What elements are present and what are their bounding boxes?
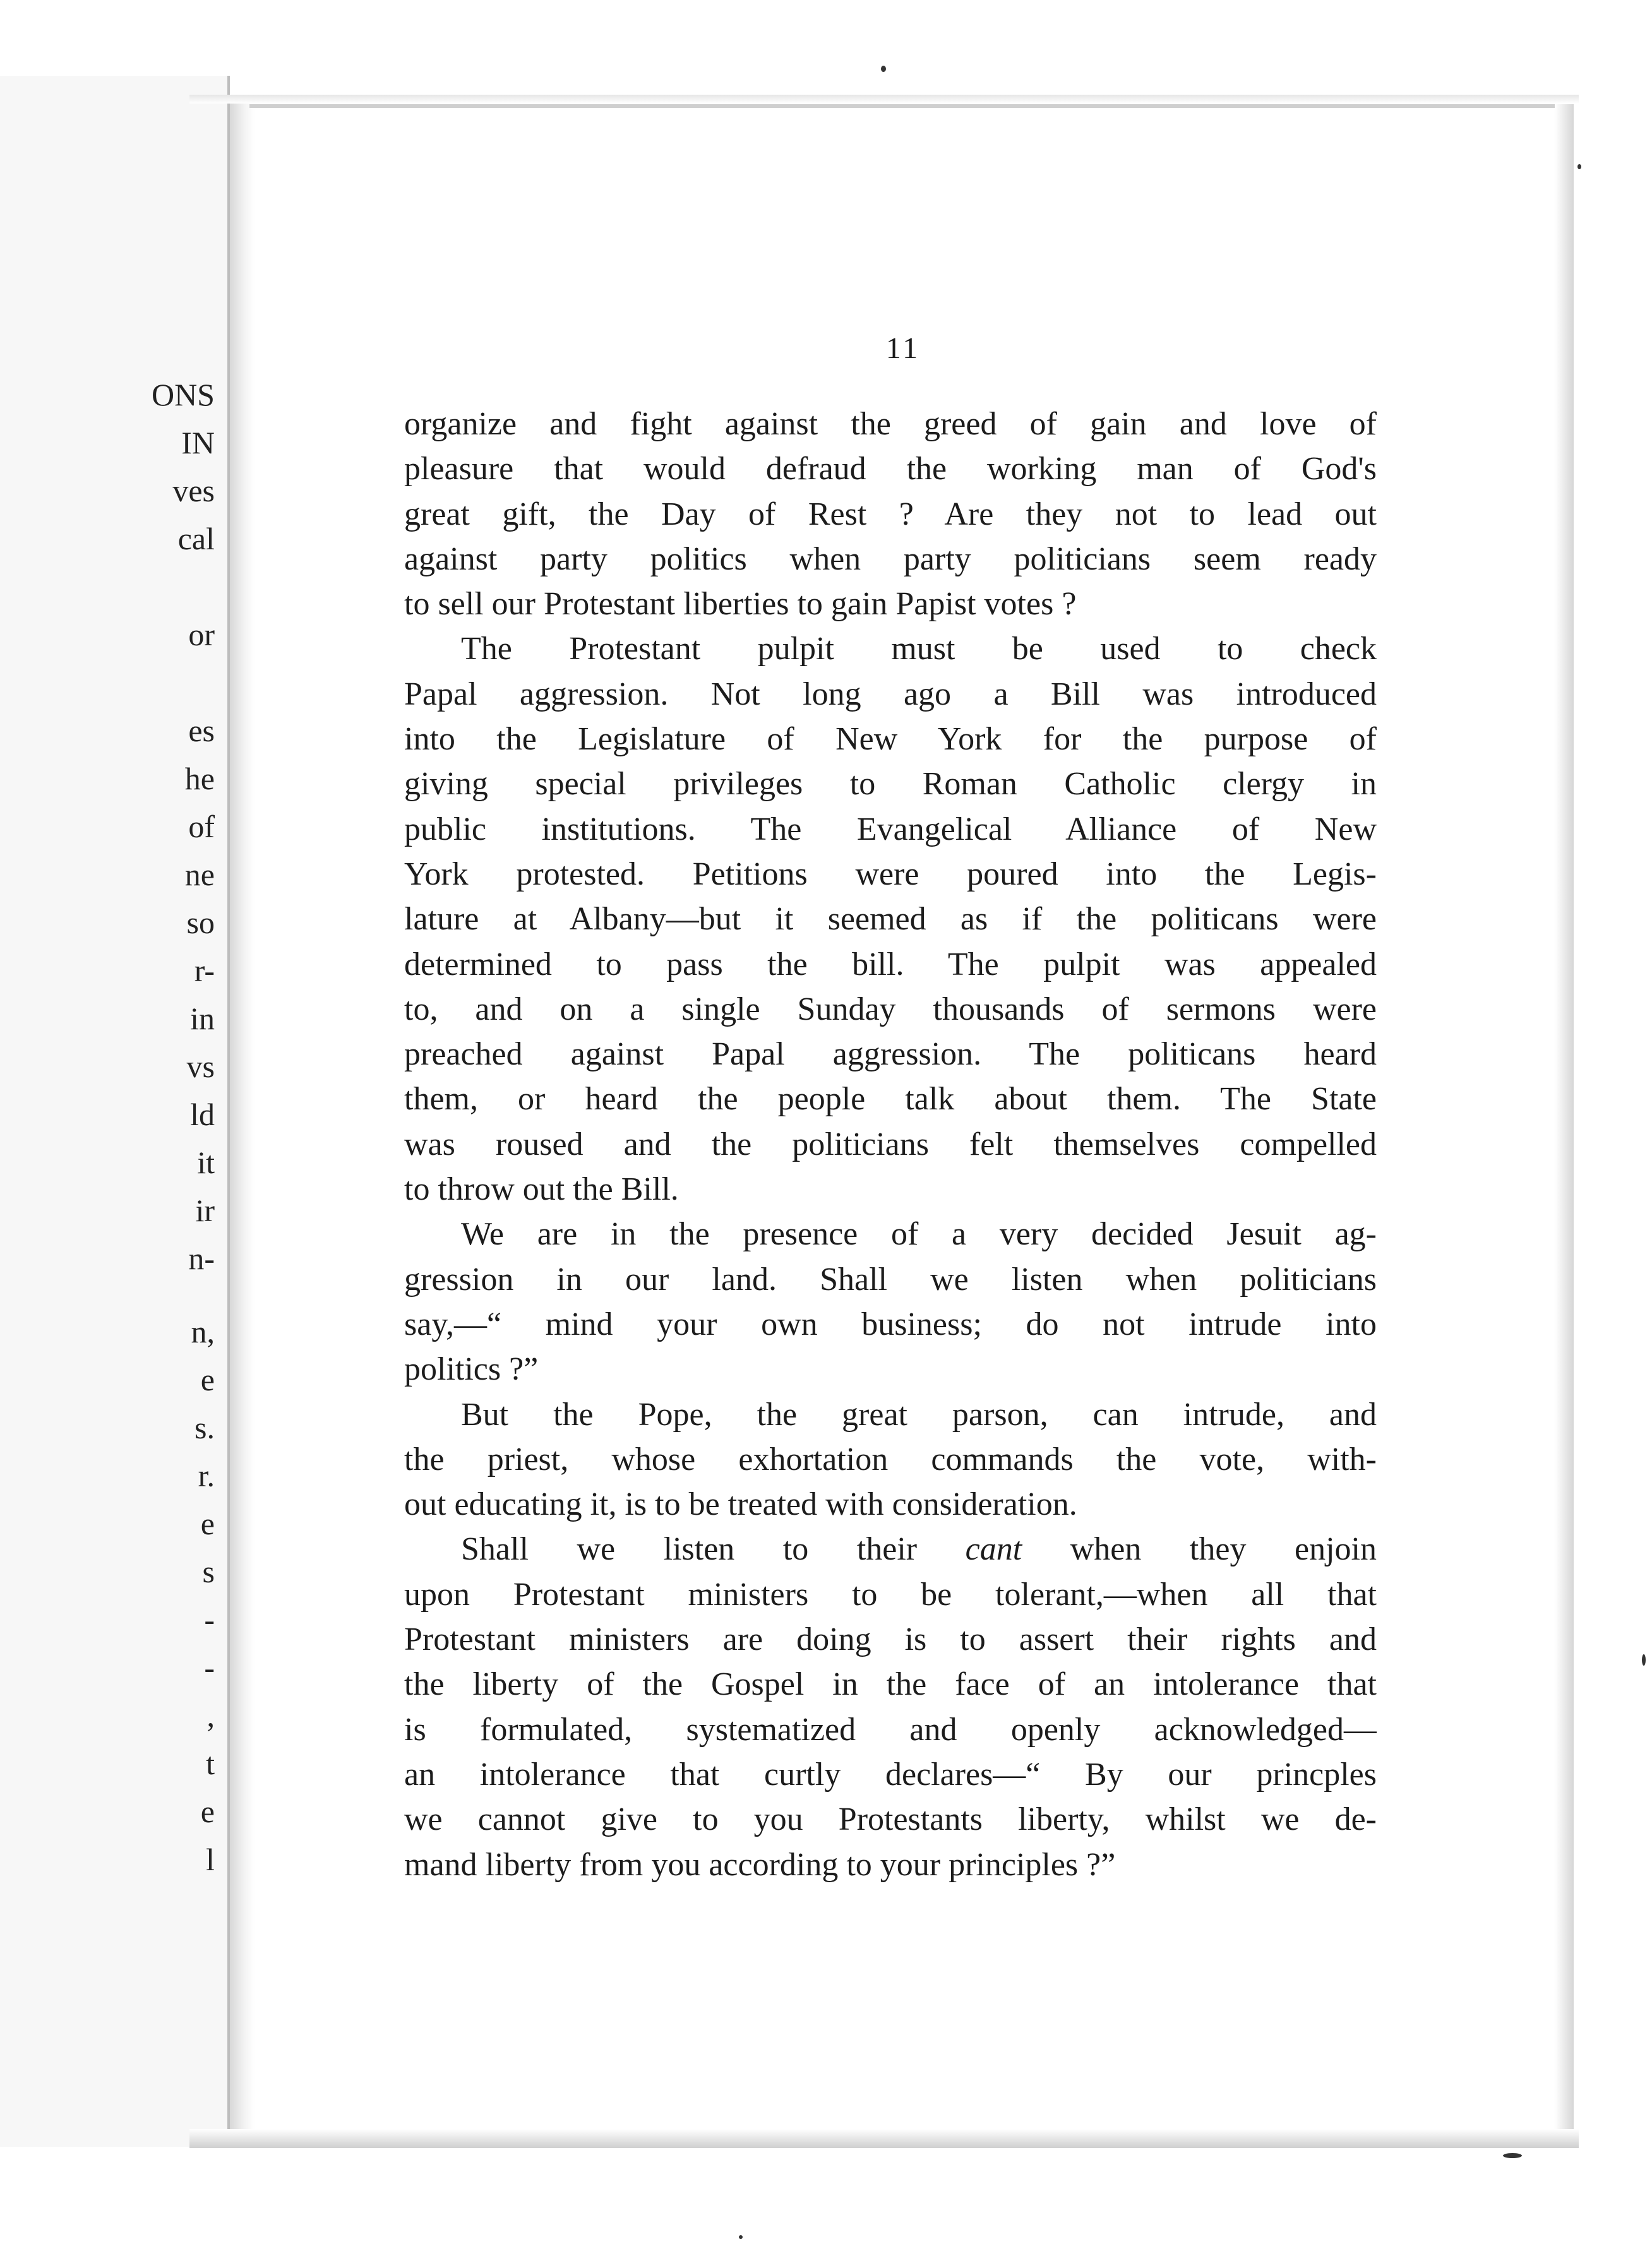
text-line: public institutions. The Evangelical Alliance of New [404, 811, 1377, 847]
text-line: giving special privileges to Roman Catholic clergy in [404, 766, 1377, 803]
text-line: to throw out the Bill. [404, 1171, 679, 1208]
text-line: to sell our Protestant liberties to gain Papist votes ? [404, 586, 1077, 623]
facing-page-fragment: IN [181, 425, 215, 460]
text-line: But the Pope, the great parson, can intrude, and [461, 1396, 1377, 1433]
text-line: against party politics when party politicians seem ready [404, 540, 1377, 577]
text-line: into the Legislature of New York for the purpose of [404, 721, 1377, 758]
text-line: them, or heard the people talk about them. The State [404, 1081, 1377, 1118]
text-line: the liberty of the Gospel in the face of an intolerance that [404, 1666, 1377, 1703]
text-line: determined to pass the bill. The pulpit was appealed [404, 946, 1377, 982]
text-line: say,—“ mind your own business; do not intrude into [404, 1306, 1377, 1342]
text-line: we cannot give to you Protestants liberty, whilst we de- [404, 1801, 1377, 1838]
text-line: organize and fight against the greed of gain and love of [404, 406, 1377, 442]
facing-page-fragment: it [197, 1145, 215, 1180]
text-line: great gift, the Day of Rest ? Are they not to lead out [404, 496, 1377, 532]
text-line: the priest, whose exhortation commands the vote, with- [404, 1441, 1377, 1477]
facing-page-fragment: ves [172, 473, 215, 508]
facing-page-fragment: - [204, 1602, 215, 1637]
text-line: an intolerance that curtly declares—“ By our princples [404, 1756, 1377, 1793]
facing-page-fragment: n- [188, 1241, 215, 1276]
text-line: gression in our land. Shall we listen when politicians [404, 1261, 1377, 1298]
facing-page-fragment: r- [194, 953, 215, 988]
text-line: out educating it, is to be treated with consideration. [404, 1486, 1077, 1523]
text-line: to, and on a single Sunday thousands of sermons were [404, 991, 1377, 1027]
facing-page-fragment: es [188, 713, 215, 748]
page-number: 11 [885, 331, 921, 365]
text-line: mand liberty from you according to your principles ?” [404, 1846, 1116, 1883]
scan-speck [1503, 2153, 1522, 2158]
text-line: was roused and the politicians felt themselves compelled [404, 1126, 1377, 1162]
facing-page-fragment: l [206, 1842, 215, 1877]
facing-page-fragment: e [200, 1362, 215, 1397]
italic-word: cant [965, 1531, 1022, 1568]
facing-page-fragment: s. [195, 1410, 215, 1445]
facing-page-fragment: he [184, 761, 215, 796]
facing-page-fragment: of [188, 809, 215, 844]
facing-page-fragment: r. [198, 1458, 215, 1493]
text-line: lature at Albany—but it seemed as if the politicans were [404, 901, 1377, 938]
text-run: Shall we listen to their [461, 1531, 966, 1568]
text-line: York protested. Petitions were poured into the Legis- [404, 856, 1377, 892]
facing-page-fragment: or [188, 617, 215, 652]
facing-page-fragment: e [200, 1506, 215, 1541]
text-run: when they enjoin [1022, 1531, 1377, 1568]
facing-page-fragment: cal [177, 521, 215, 556]
scan-speck [1642, 1654, 1646, 1666]
page-top-edge [189, 95, 1579, 104]
text-line: politics ?” [404, 1351, 539, 1388]
facing-page-fragment: vs [186, 1049, 215, 1084]
scan-speck [739, 2235, 743, 2239]
facing-page-fragment: - [204, 1650, 215, 1685]
text-line: The Protestant pulpit must be used to check [461, 631, 1377, 667]
page-bottom-edge [189, 2129, 1579, 2148]
text-line: is formulated, systematized and openly acknowledged— [404, 1711, 1377, 1748]
facing-page-fragment: ONS [151, 377, 215, 412]
text-line: We are in the presence of a very decided Jesuit ag- [461, 1216, 1377, 1253]
text-line-with-italic [404, 1527, 1377, 1572]
facing-page-fragment: n, [191, 1314, 215, 1349]
facing-page-fragment: t [206, 1746, 215, 1781]
facing-page-fragment: s [202, 1554, 215, 1589]
text-line: Protestant ministers are doing is to assert their rights and [404, 1621, 1377, 1658]
scan-speck [1577, 164, 1581, 169]
text-line: preached against Papal aggression. The politicans heard [404, 1036, 1377, 1073]
page-right-edge [1555, 104, 1574, 2144]
facing-page-fragment: , [206, 1698, 215, 1733]
facing-page-fragment: so [186, 905, 215, 940]
facing-page-fragment: ne [184, 857, 215, 892]
facing-page-fragment: ld [190, 1097, 215, 1132]
body-text [404, 402, 1377, 1887]
text-line: Papal aggression. Not long ago a Bill was introduced [404, 676, 1377, 712]
facing-page-fragment: ir [195, 1193, 215, 1228]
text-line: upon Protestant ministers to be tolerant,—when all that [404, 1576, 1377, 1613]
text-line: pleasure that would defraud the working man of God's [404, 451, 1377, 487]
facing-page-fragment: in [190, 1001, 215, 1036]
facing-page-fragment: e [200, 1794, 215, 1829]
scan-speck [881, 66, 886, 72]
